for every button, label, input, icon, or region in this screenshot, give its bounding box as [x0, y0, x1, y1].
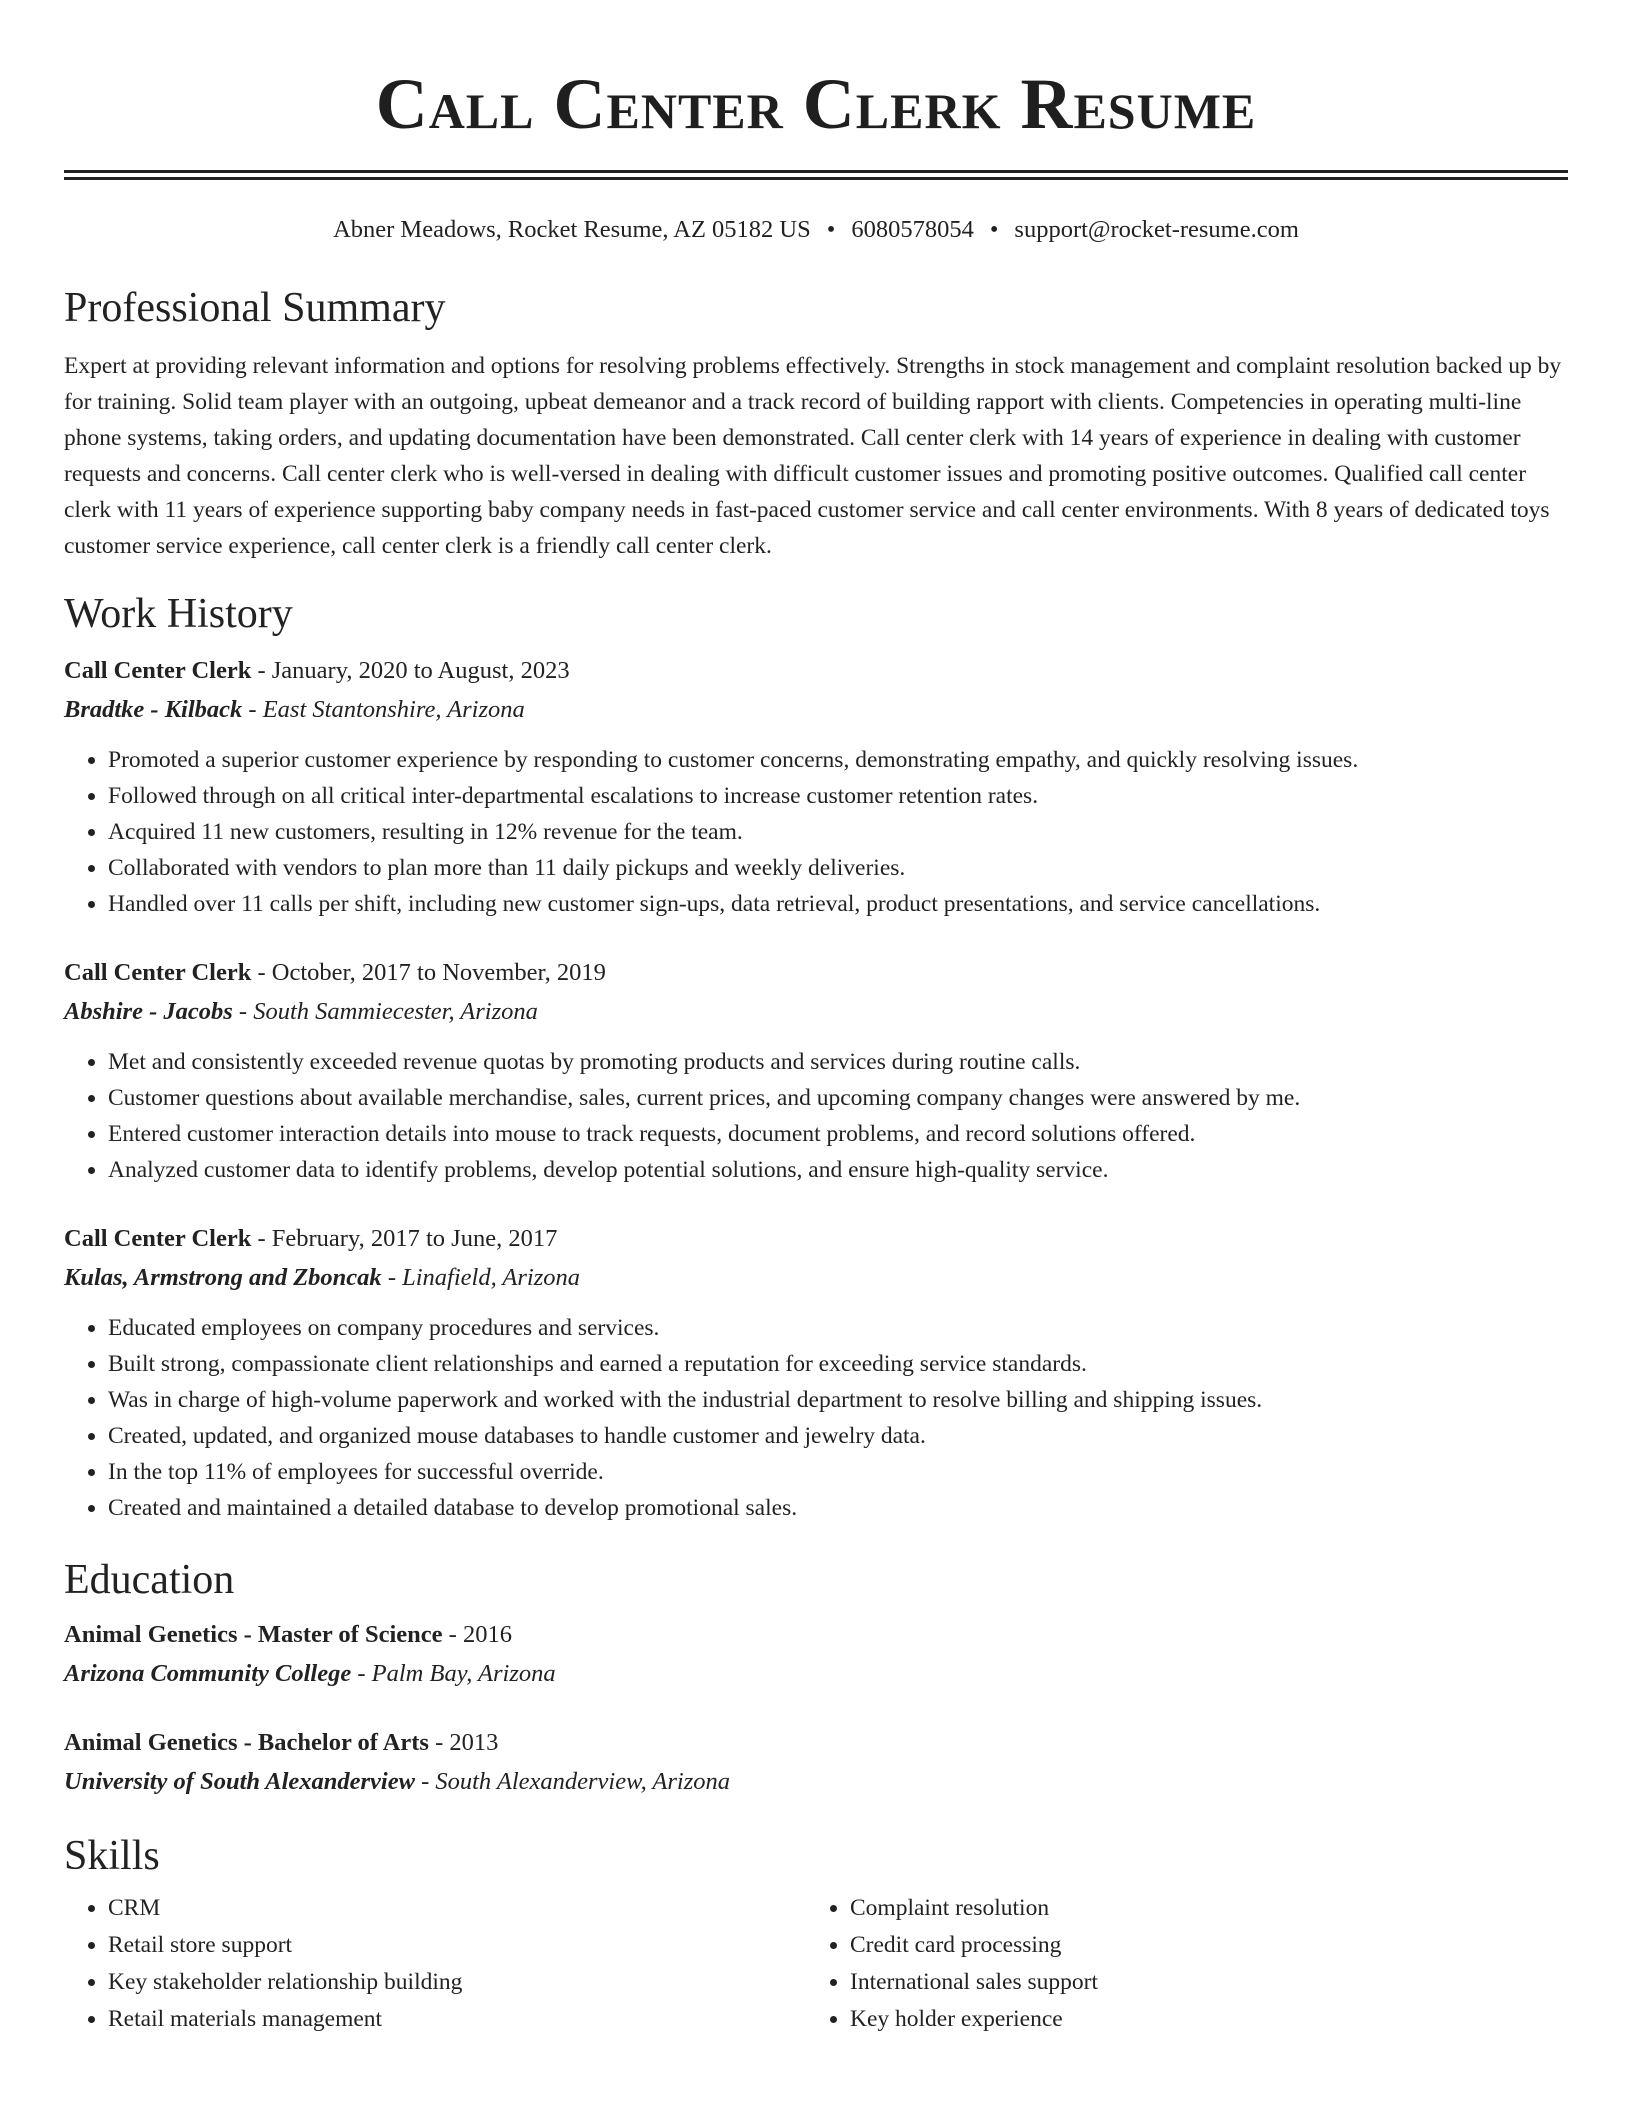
job-employer — [64, 690, 1568, 730]
job-header — [64, 652, 1568, 690]
contact-email: support@rocket-resume.com — [1014, 216, 1299, 243]
job-location: - East Stantonshire, Arizona — [242, 696, 525, 723]
contact-line — [64, 214, 1568, 246]
education-degree: Animal Genetics - Bachelor of Arts — [64, 1729, 429, 1756]
education-location: - South Alexanderview, Arizona — [414, 1768, 731, 1795]
job-company: Bradtke - Kilback — [64, 696, 243, 723]
job-location: - South Sammiecester, Arizona — [232, 998, 538, 1025]
job-bullets — [64, 742, 1568, 922]
education-location: - Palm Bay, Arizona — [351, 1660, 556, 1687]
education-entry — [64, 1616, 1568, 1694]
job-bullet: • Customer questions about available merchandise, sales, current prices, and upcoming company changes were answered by me. — [108, 1080, 1568, 1116]
resume-title: Call Center Clerk Resume — [375, 64, 1257, 144]
job-bullet: • Met and consistently exceeded revenue quotas by promoting products and services during routine calls. — [108, 1044, 1568, 1080]
education-header — [64, 1724, 1568, 1762]
skill-item: • Retail materials management — [108, 2001, 806, 2038]
job-bullets — [64, 1044, 1568, 1188]
contact-address: Abner Meadows, Rocket Resume, AZ 05182 US — [333, 216, 811, 243]
job-bullet: • Created, updated, and organized mouse databases to handle customer and jewelry data. — [108, 1418, 1568, 1454]
job-role: Call Center Clerk — [64, 657, 252, 684]
contact-separator: • — [989, 216, 999, 243]
job-bullets — [64, 1310, 1568, 1526]
contact-separator: • — [826, 216, 836, 243]
job-bullet: • Promoted a superior customer experience by responding to customer concerns, demonstrating empathy, and quickly resolving issues. — [108, 742, 1568, 778]
job-employer — [64, 1258, 1568, 1298]
job-company: Abshire - Jacobs — [64, 998, 233, 1025]
skill-item: • International sales support — [850, 1964, 1548, 2001]
skills-list-right — [806, 1890, 1548, 2038]
job-entry — [64, 1220, 1568, 1526]
job-company: Kulas, Armstrong and Zboncak — [64, 1264, 382, 1291]
job-bullet: • Acquired 11 new customers, resulting in 12% revenue for the team. — [108, 814, 1568, 850]
education-heading: Education — [64, 1557, 235, 1603]
summary-heading: Professional Summary — [64, 285, 446, 331]
education-degree: Animal Genetics - Master of Science — [64, 1621, 443, 1648]
education-school: Arizona Community College — [64, 1660, 352, 1687]
education-year: - 2013 — [428, 1729, 499, 1756]
summary-text: Expert at providing relevant information and options for resolving problems effectively. Strengths in stock management and complaint resolution backed up by for training. Solid team player with an outgoing, upbeat demeanor and a track record of building rapport with clients. Competencies in operating multi-line phone systems, taking orders, and updating documentation have been demonstrated. Call center clerk with 14 years of experience in dealing with customer requests and concerns. Call center clerk who is well-versed in dealing with difficult customer issues and promoting positive outcomes. Qualified call center clerk with 11 years of experience supporting baby company needs in fast-paced customer service and call center environments. With 8 years of dedicated toys customer service experience, call center clerk is a friendly call center clerk. — [64, 353, 1562, 559]
job-entry — [64, 954, 1568, 1188]
skills-list-left — [64, 1890, 806, 2038]
contact-phone: 6080578054 — [851, 216, 974, 243]
job-header — [64, 954, 1568, 992]
job-location: - Linafield, Arizona — [381, 1264, 580, 1291]
education-entry — [64, 1724, 1568, 1802]
title-divider — [64, 170, 1568, 180]
skill-item: • Retail store support — [108, 1927, 806, 1964]
skills-columns — [64, 1890, 1568, 2038]
job-bullet: • Educated employees on company procedures and services. — [108, 1310, 1568, 1346]
job-bullet: • Collaborated with vendors to plan more than 11 daily pickups and weekly deliveries. — [108, 850, 1568, 886]
education-school: University of South Alexanderview — [64, 1768, 415, 1795]
education-header — [64, 1616, 1568, 1654]
job-header — [64, 1220, 1568, 1258]
job-bullet: • Followed through on all critical inter-departmental escalations to increase customer retention rates. — [108, 778, 1568, 814]
job-bullet: • Analyzed customer data to identify problems, develop potential solutions, and ensure high-quality service. — [108, 1152, 1568, 1188]
skill-item: • Key stakeholder relationship building — [108, 1964, 806, 2001]
skills-heading: Skills — [64, 1833, 160, 1879]
job-bullet: • Built strong, compassionate client relationships and earned a reputation for exceeding service standards. — [108, 1346, 1568, 1382]
job-role: Call Center Clerk — [64, 959, 252, 986]
job-bullet: • Created and maintained a detailed database to develop promotional sales. — [108, 1490, 1568, 1526]
skill-item: • Key holder experience — [850, 2001, 1548, 2038]
job-entry — [64, 652, 1568, 922]
job-bullet: • Was in charge of high-volume paperwork and worked with the industrial department to resolve billing and shipping issues. — [108, 1382, 1568, 1418]
education-school-line — [64, 1762, 1568, 1802]
job-role: Call Center Clerk — [64, 1225, 252, 1252]
job-dates: - January, 2020 to August, 2023 — [251, 657, 570, 684]
job-employer — [64, 992, 1568, 1032]
job-bullet: • Entered customer interaction details into mouse to track requests, document problems, and record solutions offered. — [108, 1116, 1568, 1152]
job-dates: - October, 2017 to November, 2019 — [251, 959, 606, 986]
job-dates: - February, 2017 to June, 2017 — [251, 1225, 558, 1252]
skill-item: • CRM — [108, 1890, 806, 1927]
work-history-heading: Work History — [64, 591, 293, 637]
job-bullet: • In the top 11% of employees for successful override. — [108, 1454, 1568, 1490]
education-school-line — [64, 1654, 1568, 1694]
skill-item: • Complaint resolution — [850, 1890, 1548, 1927]
education-year: - 2016 — [442, 1621, 512, 1648]
skill-item: • Credit card processing — [850, 1927, 1548, 1964]
job-bullet: • Handled over 11 calls per shift, including new customer sign-ups, data retrieval, product presentations, and service cancellations. — [108, 886, 1568, 922]
